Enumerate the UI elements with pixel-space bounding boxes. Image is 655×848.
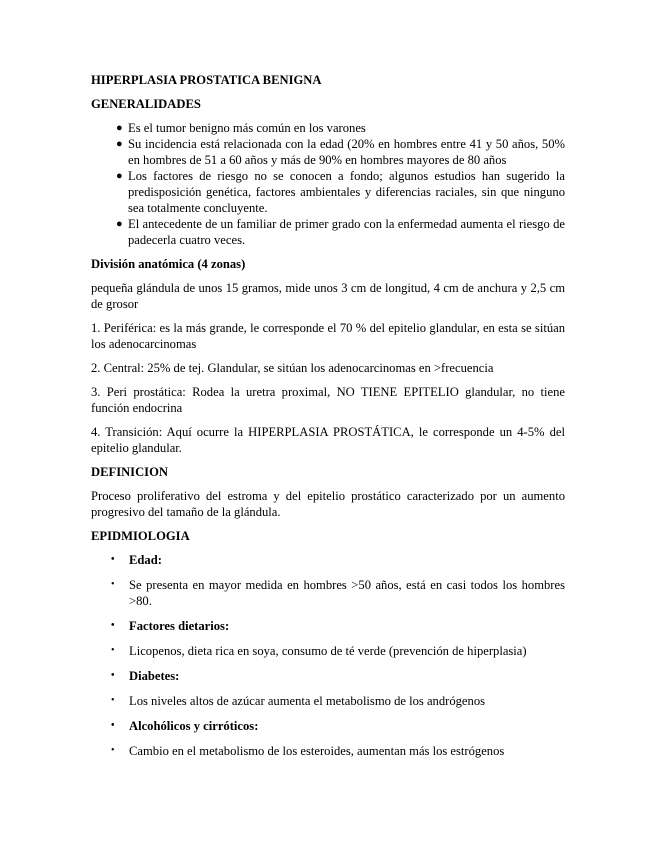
- zone-paragraph: 3. Peri prostática: Rodea la uretra proximal, NO TIENE EPITELIO glandular, no tiene función endocrina: [91, 385, 565, 415]
- bullet-icon: •: [111, 670, 115, 681]
- bullet-icon: •: [111, 620, 115, 631]
- epidemiologia-heading: EPIDMIOLOGIA: [91, 529, 190, 543]
- zone-paragraph: 4. Transición: Aquí ocurre la HIPERPLASIA PROSTÁTICA, le corresponde un 4-5% del epitelio glandular.: [91, 425, 565, 455]
- zone-paragraph: 2. Central: 25% de tej. Glandular, se sitúan los adenocarcinomas en >frecuencia: [91, 361, 494, 375]
- bullet-icon: •: [111, 720, 115, 731]
- list-item: • Factores dietarios:: [111, 619, 230, 633]
- bullet-icon: ●: [116, 122, 123, 134]
- bullet-icon: •: [111, 695, 115, 706]
- list-item: ● Su incidencia está relacionada con la edad (20% en hombres entre 41 y 50 años, 50% en hombres de 51 a 60 años y más de 90% en hombres mayores de 80 años: [116, 137, 565, 167]
- definicion-text: Proceso proliferativo del estroma y del epitelio prostático caracterizado por un aumento progresivo del tamaño de la glándula.: [91, 489, 565, 519]
- bullet-icon: •: [111, 554, 115, 565]
- list-item: • Se presenta en mayor medida en hombres >50 años, está en casi todos los hombres >80.: [111, 578, 565, 608]
- generalidades-heading: GENERALIDADES: [91, 97, 201, 111]
- bullet-icon: ●: [116, 218, 123, 230]
- document-content: [91, 72, 565, 768]
- list-item: • Edad:: [111, 553, 162, 567]
- division-heading: División anatómica (4 zonas): [91, 257, 246, 271]
- bullet-icon: ●: [116, 170, 123, 182]
- list-item: ● Es el tumor benigno más común en los varones: [116, 121, 366, 135]
- list-item: • Cambio en el metabolismo de los esteroides, aumentan más los estrógenos: [111, 744, 505, 758]
- bullet-icon: ●: [116, 138, 123, 150]
- list-item: • Los niveles altos de azúcar aumenta el metabolismo de los andrógenos: [111, 694, 486, 708]
- bullet-icon: •: [111, 579, 115, 590]
- list-item: ● Los factores de riesgo no se conocen a fondo; algunos estudios han sugerido la predisposición genética, factores ambientales y diferencias raciales, sin que ninguno sea totalmente concluyente.: [116, 169, 565, 215]
- definicion-heading: DEFINICION: [91, 465, 168, 479]
- document-title: HIPERPLASIA PROSTATICA BENIGNA: [91, 73, 322, 87]
- generalidades-list: [91, 120, 565, 248]
- epidemiologia-list: [91, 552, 565, 759]
- division-intro: pequeña glándula de unos 15 gramos, mide unos 3 cm de longitud, 4 cm de anchura y 2,5 cm de grosor: [91, 281, 565, 311]
- list-item: ● El antecedente de un familiar de primer grado con la enfermedad aumenta el riesgo de padecerla cuatro veces.: [116, 217, 565, 247]
- list-item: • Diabetes:: [111, 669, 180, 683]
- bullet-icon: •: [111, 645, 115, 656]
- list-item: • Alcohólicos y cirróticos:: [111, 719, 259, 733]
- list-item: • Licopenos, dieta rica en soya, consumo de té verde (prevención de hiperplasia): [111, 644, 527, 658]
- zone-paragraph: 1. Periférica: es la más grande, le corresponde el 70 % del epitelio glandular, en esta se sitúan los adenocarcinomas: [91, 321, 565, 351]
- bullet-icon: •: [111, 745, 115, 756]
